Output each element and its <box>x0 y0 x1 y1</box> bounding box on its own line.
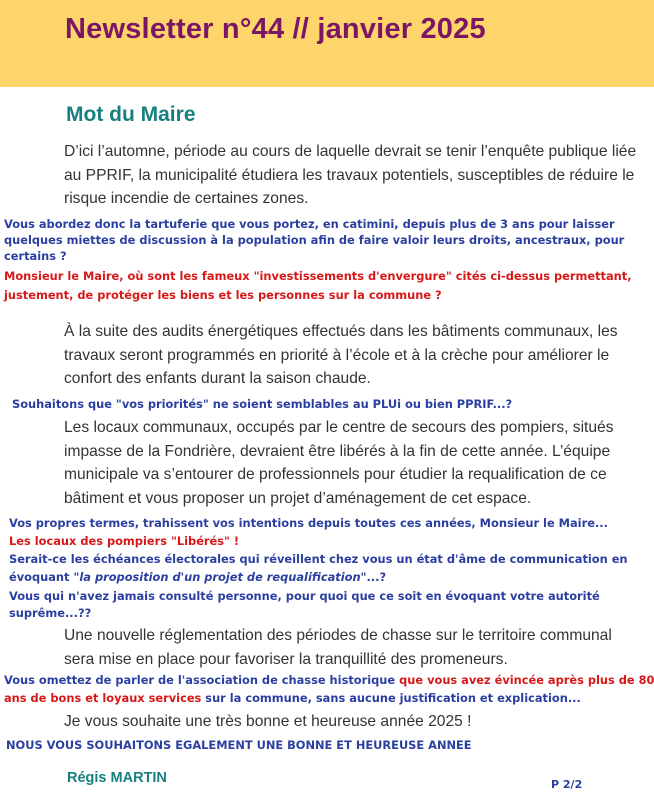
comment-1-line-1: Vous abordez donc la tartuferie que vous portez, en catimini, depuis plus de 3 ans pour laisser <box>4 217 615 231</box>
comment-9: NOUS VOUS SOUHAITONS EGALEMENT UNE BONNE ET HEUREUSE ANNEE <box>6 738 472 752</box>
comment-6-quote: "la proposition d'un projet de requalification" <box>73 570 367 584</box>
comment-8-line-1-blue: Vous omettez de parler de l'association de chasse historique <box>4 673 400 687</box>
comment-1-line-2: quelques miettes de discussion à la population afin de faire valoir leurs droits, ancestraux, pour <box>4 233 625 247</box>
mayor-paragraph-2: À la suite des audits énergétiques effectués dans les bâtiments communaux, les travaux seront programmés en priorité à l’école et à la crèche pour améliorer le confort des enfants durant la saison chaude. <box>64 323 618 387</box>
page-number: P 2/2 <box>551 778 583 791</box>
header-band <box>0 0 654 87</box>
comment-8-line-2-blue: sur la commune, sans aucune justification et explication... <box>205 691 581 705</box>
mayor-paragraph-5: Je vous souhaite une très bonne et heureuse année 2025 ! <box>64 713 472 730</box>
comment-5: Les locaux des pompiers "Libérés" ! <box>9 534 240 548</box>
section-title: Mot du Maire <box>66 103 196 126</box>
comment-7-line-2: suprême...?? <box>9 606 92 620</box>
mayor-paragraph-4: Une nouvelle réglementation des périodes de chasse sur le territoire communal sera mise en place pour favoriser la tranquillité des promeneurs. <box>64 627 612 668</box>
comment-7-line-1: Vous qui n'avez jamais consulté personne, pour quoi que ce soit en évoquant votre autorité <box>9 589 600 603</box>
comment-6-suffix: ...? <box>366 570 387 584</box>
comment-8-line-1 <box>4 672 654 689</box>
comment-6-line-2 <box>9 569 386 586</box>
comment-1-line-3: certains ? <box>4 249 67 263</box>
comment-2-line-1: Monsieur le Maire, où sont les fameux "investissements d'envergure" cités ci-dessus permettant, <box>4 269 632 283</box>
comment-6-line-1: Serait-ce les échéances électorales qui réveillent chez vous un état d'âme de communication en <box>9 552 628 566</box>
comment-6-prefix: évoquant <box>9 570 74 584</box>
mayor-paragraph-1: D’ici l’automne, période au cours de laquelle devrait se tenir l’enquête publique liée au PPRIF, la municipalité étudiera les travaux potentiels, susceptibles de réduire le risque incendie de certaines zones. <box>64 143 637 207</box>
comment-2-line-2: justement, de protéger les biens et les personnes sur la commune ? <box>4 288 442 302</box>
newsletter-title: Newsletter n°44 // janvier 2025 <box>65 13 486 45</box>
signature: Régis MARTIN <box>67 770 167 786</box>
comment-4: Vos propres termes, trahissent vos intentions depuis toutes ces années, Monsieur le Maire... <box>9 516 608 530</box>
comment-8-line-2-red: ans de bons et loyaux services <box>4 691 206 705</box>
mayor-paragraph-3: Les locaux communaux, occupés par le centre de secours des pompiers, situés impasse de la Fondrière, devraient être libérés à la fin de cette année. L’équipe municipale va s’entourer de professionnels pour étudier la requalification de ce bâtiment et vous proposer un projet d’aménagement de cet espace. <box>64 419 614 507</box>
comment-3: Souhaitons que "vos priorités" ne soient semblables au PLUi ou bien PPRIF...? <box>12 397 513 411</box>
comment-8-line-1-red: que vous avez évincée après plus de 80 <box>399 673 654 687</box>
comment-8-line-2 <box>4 690 581 707</box>
